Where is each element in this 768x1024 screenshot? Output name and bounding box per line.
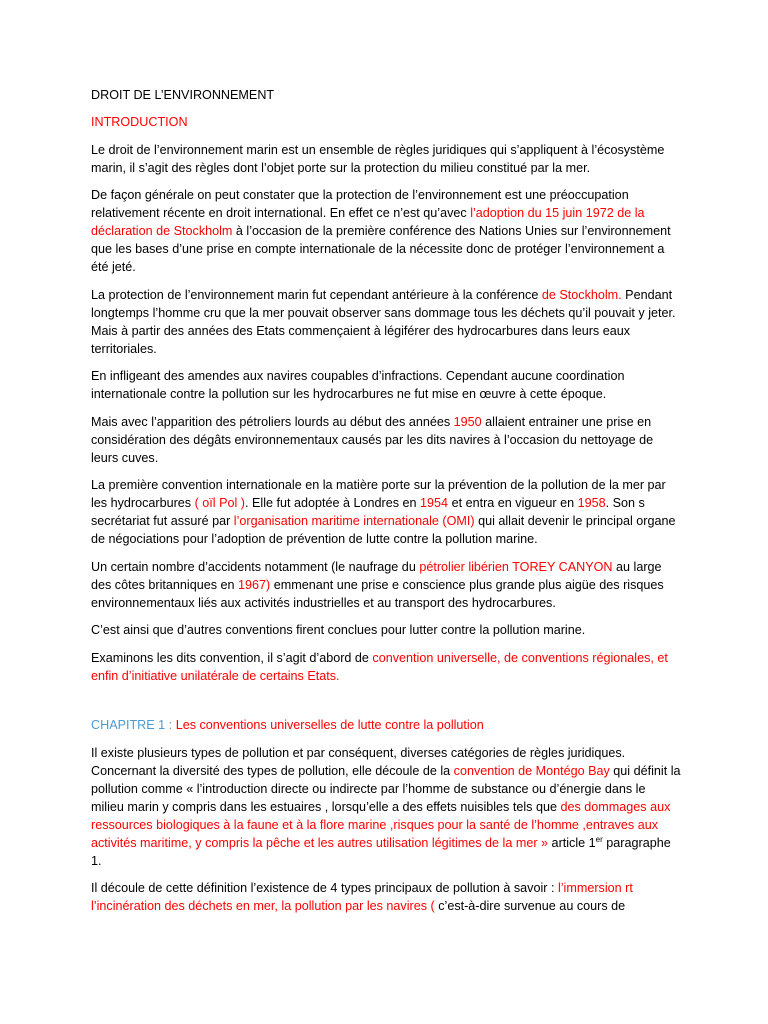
paragraph-2: De façon générale on peut constater que la protection de l’environnement est une préoccupation relativement récente en droit international. En effet ce n’est qu’avec l’adoption du 15 juin 1972 de la déclaration de Stockholm à l’occasion de la première conférence des Nations Unies sur l’environnement que les bases d’une prise en compte internationale de la nécessite donc de protéger l’environnement a été jeté. <box>91 188 671 274</box>
paragraph-10: Il existe plusieurs types de pollution et par conséquent, diverses catégories de règles juridiques. Concernant la diversité des types de pollution, elle découle de la convention de Montégo Bay qui définit la pollution comme « l’introduction directe ou indirecte par l’homme de substance ou d’énergie dans le milieu marin y compris dans les estuaires , lorsqu’elle a des effets nuisibles tels que des dommages aux ressources biologiques à la faune et à la flore marine ,risques pour la santé de l’homme ,entraves aux activités maritime, y compris la pêche et les autres utilisation légitimes de la mer » article 1er paragraphe 1. <box>91 745 681 868</box>
paragraph-11: Il découle de cette définition l’existence de 4 types principaux de pollution à savoir : l’immersion rt l’incinération des déchets en mer, la pollution par les navires ( c’est-à-dire survenue au cours de <box>91 881 633 913</box>
document-page <box>91 86 681 925</box>
chapter-label: CHAPITRE 1 : <box>91 718 176 732</box>
superscript-er: er <box>595 834 603 844</box>
highlight-1950: 1950 <box>453 414 482 429</box>
paragraph-9: Examinons les dits convention, il s’agit d’abord de convention universelle, de conventions régionales, et enfin d’initiative unilatérale de certains Etats. <box>91 650 668 683</box>
highlight-stockholm: de Stockholm. <box>541 287 622 302</box>
paragraph-7: Un certain nombre d’accidents notamment (le naufrage du pétrolier libérien TOREY CANYON au large des côtes britanniques en 1967) emmenant une prise e conscience plus grande plus aigüe des risques environnementaux liés aux activités industrielles et au transport des hydrocarbures. <box>91 559 664 610</box>
highlight-1967: 1967) <box>238 577 271 592</box>
paragraph-8: C’est ainsi que d’autres conventions firent conclues pour lutter contre la pollution marine. <box>91 623 586 637</box>
highlight-montego-bay: convention de Montégo Bay <box>453 763 610 778</box>
highlight-omi: l’organisation maritime internationale (OMI) <box>233 514 475 528</box>
paragraph-5: Mais avec l’apparition des pétroliers lourds au début des années 1950 allaient entrainer une prise en considération des dégâts environnementaux causés par les dits navires à l’occasion du nettoyage de leurs cuves. <box>91 414 654 465</box>
highlight-stockholm-declaration: l’adoption du 15 juin 1972 de la déclaration de Stockholm <box>91 206 645 238</box>
paragraph-4: En infligeant des amendes aux navires coupables d’infractions. Cependant aucune coordination internationale contre la pollution sur les hydrocarbures ne fut mise en œuvre à cette époque. <box>91 369 625 401</box>
highlight-pollution-types: l’immersion rt l’incinération des déchets en mer, la pollution par les navires ( <box>91 881 633 913</box>
chapter-heading <box>91 716 681 734</box>
paragraph-1: Le droit de l’environnement marin est un ensemble de règles juridiques qui s’appliquent à l’écosystème marin, il s’agit des règles dont l’objet porte sur la protection du milieu constitué par la mer. <box>91 142 665 175</box>
highlight-oil-pol: ( oïl Pol ) <box>194 496 245 510</box>
document-title: DROIT DE L’ENVIRONNEMENT <box>91 88 275 102</box>
highlight-torey-canyon: pétrolier libérien TOREY CANYON <box>419 559 613 574</box>
section-spacer <box>91 694 681 716</box>
highlight-1958: 1958 <box>577 496 606 510</box>
paragraph-3: La protection de l’environnement marin fut cependant antérieure à la conférence de Stockholm. Pendant longtemps l’homme cru que la mer pouvait observer sans dommage tous les déchets qu’il pouvait y jeter. Mais à partir des années des Etats commençaient à légiférer des hydrocarbures dans leurs eaux territoriales. <box>91 287 676 356</box>
highlight-conventions: convention universelle, de conventions régionales, et enfin d’initiative unilatérale de certains Etats. <box>91 650 668 683</box>
highlight-pollution-definition: des dommages aux ressources biologiques à la faune et à la flore marine ,risques pour la santé de l’homme ,entraves aux activités maritime, y compris la pêche et les autres utilisation légitimes de la mer » <box>91 799 671 850</box>
introduction-heading: INTRODUCTION <box>91 115 188 129</box>
paragraph-6: La première convention internationale en la matière porte sur la prévention de la pollution de la mer par les hydrocarbures ( oïl Pol ). Elle fut adoptée à Londres en 1954 et entra en vigueur en 1958. Son s secrétariat fut assuré par l’organisation maritime internationale (OMI) qui allait devenir le principal organe de négociations pour l’adoption de prévention de lutte contre la pollution marine. <box>91 478 676 546</box>
chapter-title: Les conventions universelles de lutte contre la pollution <box>175 718 484 732</box>
highlight-1954: 1954 <box>420 496 449 510</box>
